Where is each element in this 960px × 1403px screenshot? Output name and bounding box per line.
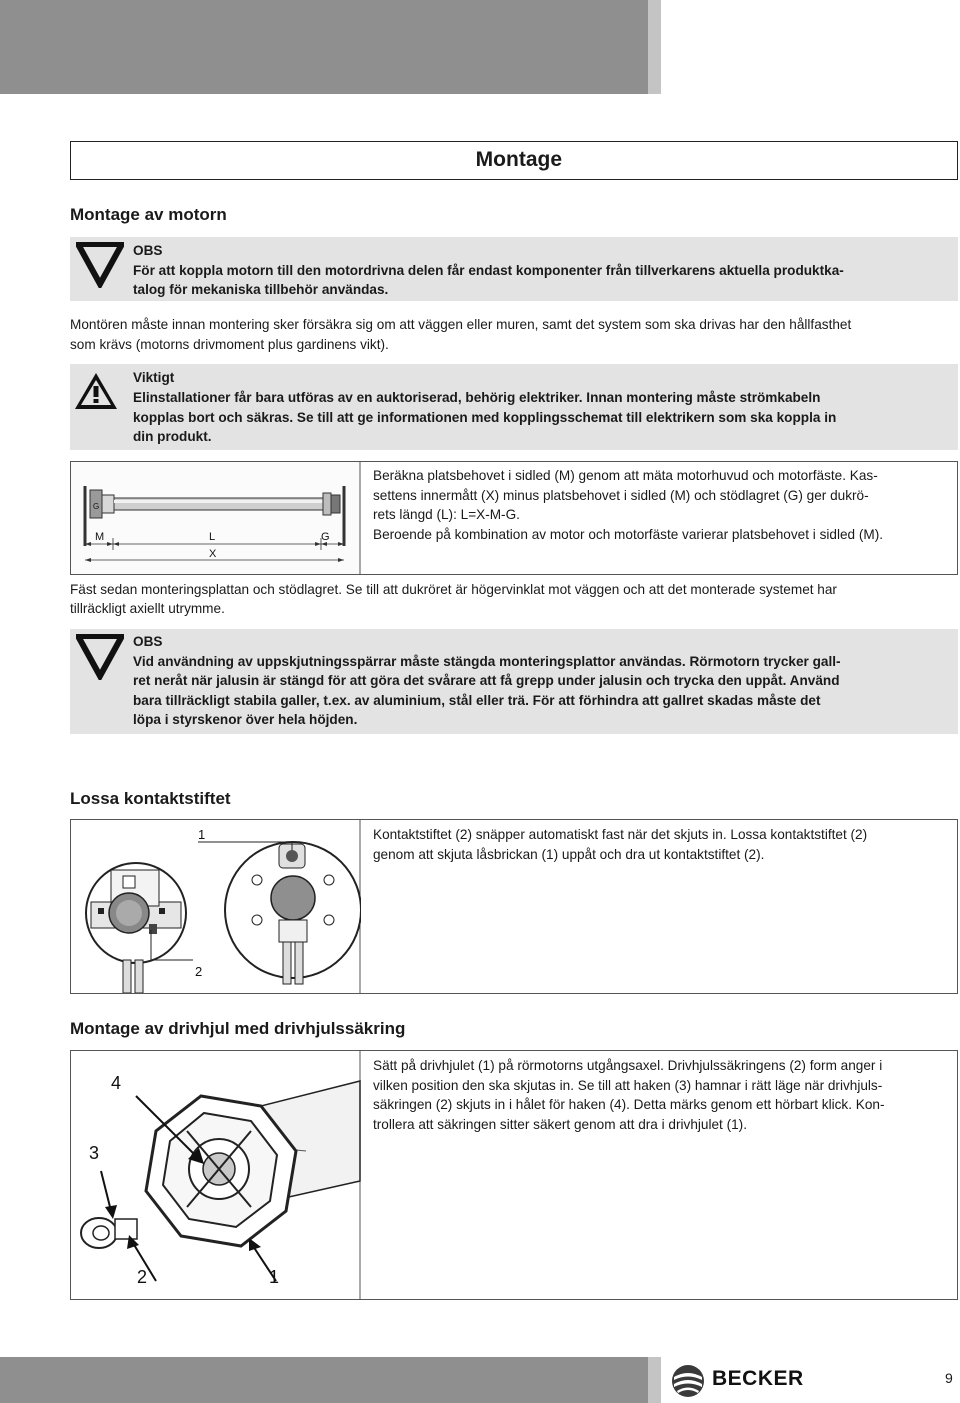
page-title-box xyxy=(70,141,958,180)
svg-text:G: G xyxy=(93,502,100,511)
brand-name: BECKER xyxy=(712,1367,804,1390)
obs2-line-2: ret neråt när jalusin är stängd för att göra det svårare att få grepp under jalusin och trycka den uppåt. Använd xyxy=(133,673,840,688)
page-title: Montage xyxy=(475,148,562,171)
figure-text-line-1: Beräkna platsbehovet i sidled (M) genom att mäta motorhuvud och motorfäste. Kas- xyxy=(373,468,878,483)
drive-wheel-text-line-3: säkringen (2) skjuts in i hålet för haken (4). Detta märks genom ett hörbart klick. Kon- xyxy=(373,1097,885,1112)
drive-wheel-text-line-1: Sätt på drivhjulet (1) på rörmotorns utgångsaxel. Drivhjulssäkringens (2) form anger i xyxy=(373,1058,883,1073)
figure-text-line-2: settens innermått (X) minus platsbehovet i sidled (M) och stödlagret (G) ger dukrö- xyxy=(373,488,869,503)
section-heading-drive-wheel: Montage av drivhjul med drivhjulssäkring xyxy=(70,1019,406,1038)
drive-wheel-diagram xyxy=(71,1051,361,1299)
para2-line-2: tillräckligt axiellt utrymme. xyxy=(70,601,225,616)
obs2-title: OBS xyxy=(133,634,163,649)
section-heading-contact-pin: Lossa kontaktstiftet xyxy=(70,789,231,808)
obs1-line-1: För att koppla motorn till den motordrivna delen får endast komponenter från tillverkarens aktuella produktka- xyxy=(133,263,844,278)
label-1: 1 xyxy=(269,1267,280,1287)
drive-wheel-text-line-4: trollera att säkringen sitter säkert genom att dra i drivhjulet (1). xyxy=(373,1117,747,1132)
warning-title: Viktigt xyxy=(133,370,175,385)
label-1: 1 xyxy=(198,827,206,842)
drive-wheel-text-line-2: vilken position den ska skjutas in. Se till att haken (3) hamnar i rätt läge när drivhjuls- xyxy=(373,1078,883,1093)
dim-label-g: G xyxy=(321,531,330,543)
dim-label-x: X xyxy=(209,548,217,560)
page-number: 9 xyxy=(945,1370,953,1386)
contact-pin-diagram xyxy=(71,820,361,993)
caution-triangle-icon xyxy=(76,634,124,680)
header-bar xyxy=(0,0,648,94)
obs2-line-4: löpa i styrskenor över hela höjden. xyxy=(133,712,358,727)
label-4: 4 xyxy=(111,1073,122,1093)
becker-logo-icon xyxy=(671,1364,705,1398)
motor-dimension-diagram xyxy=(71,462,361,574)
para1-line-1: Montören måste innan montering sker försäkra sig om att väggen eller muren, samt det system som ska drivas har den hållfasthet xyxy=(70,317,852,332)
para2-line-1: Fäst sedan monteringsplattan och stödlagret. Se till att dukröret är högervinklat mot väggen och att det monterade systemet har xyxy=(70,582,837,597)
para1-line-2: som krävs (motorns drivmoment plus gardinens vikt). xyxy=(70,337,389,352)
obs2-line-3: bara tillräckligt stabila galler, t.ex. av aluminium, stål eller trä. För att förhindra att gallret skadas måste det xyxy=(133,693,821,708)
dim-label-l: L xyxy=(209,531,216,543)
warning-line-3: din produkt. xyxy=(133,429,212,444)
obs2-line-1: Vid användning av uppskjutningsspärrar måste stängda monteringsplattor användas. Rörmotorn trycker gall- xyxy=(133,654,841,669)
label-3: 3 xyxy=(89,1143,100,1163)
warning-line-1: Elinstallationer får bara utföras av en auktoriserad, behörig elektriker. Innan montering måste strömkabeln xyxy=(133,390,821,405)
header-bar-accent xyxy=(648,0,661,94)
dim-label-m: M xyxy=(95,531,105,543)
footer-bar-accent xyxy=(648,1357,661,1403)
obs1-title: OBS xyxy=(133,243,163,258)
warning-triangle-icon xyxy=(72,370,120,412)
label-2: 2 xyxy=(137,1267,148,1287)
contact-pin-text-line-2: genom att skjuta låsbrickan (1) uppåt och dra ut kontaktstiftet (2). xyxy=(373,847,765,862)
footer-bar xyxy=(0,1357,648,1403)
obs1-line-2: talog för mekaniska tillbehör användas. xyxy=(133,282,389,297)
figure-text-line-4: Beroende på kombination av motor och motorfäste varierar platsbehovet i sidled (M). xyxy=(373,527,884,542)
figure-text-line-3: rets längd (L): L=X-M-G. xyxy=(373,507,520,522)
section-heading-motor: Montage av motorn xyxy=(70,205,227,224)
label-2: 2 xyxy=(195,964,203,979)
warning-line-2: kopplas bort och säkras. Se till att ge informationen med kopplingsschemat till elektrikern som ska koppla in xyxy=(133,410,837,425)
contact-pin-text-line-1: Kontaktstiftet (2) snäpper automatiskt fast när det skjuts in. Lossa kontaktstiftet (2) xyxy=(373,827,868,842)
caution-triangle-icon xyxy=(76,242,124,288)
